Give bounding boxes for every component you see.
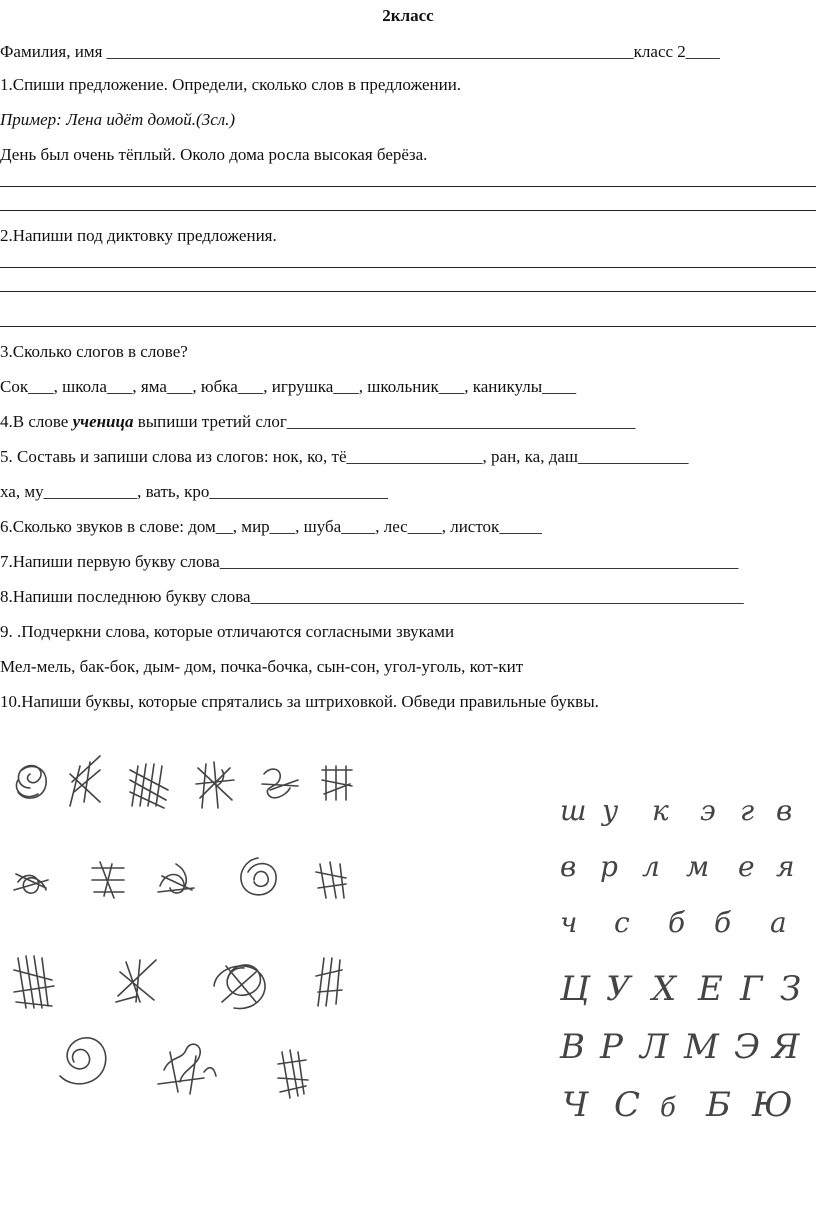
hatched-letter <box>262 769 298 798</box>
hatched-letter <box>14 874 48 893</box>
task9-pairs: Мел-мель, бак-бок, дым- дом, почка-бочка, сын-сон, угол-уголь, кот-кит <box>0 657 524 676</box>
cursive-letter: У <box>606 969 631 1009</box>
cursive-letter: б <box>668 906 686 939</box>
cursive-letter: Ц <box>560 969 590 1009</box>
cursive-letter: м <box>686 850 710 883</box>
cursive-letter: Р <box>600 1027 623 1067</box>
task5-line1: 5. Составь и запиши слова из слогов: нок, ко, тё________________, ран, ка, даш_____________ <box>0 447 689 466</box>
task1-example: Пример: Лена идёт домой.(3сл.) <box>0 110 236 129</box>
cursive-letter: л <box>642 850 660 883</box>
hatched-letter <box>92 862 124 898</box>
cursive-letter: Я <box>772 1027 800 1067</box>
hatched-letter <box>130 764 168 808</box>
cursive-letter: с <box>614 906 630 939</box>
cursive-letter: Л <box>640 1027 669 1067</box>
cursive-letter: С <box>614 1085 641 1125</box>
task3-words: Сок___, школа___, яма___, юбка___, игрушка___, школьник___, каникулы____ <box>0 377 577 396</box>
task5-line2: ха, му___________, вать, кро_____________________ <box>0 482 388 501</box>
cursive-letter: в <box>776 794 793 827</box>
task4-line <box>0 412 635 432</box>
class-label: класс 2____ <box>633 42 720 61</box>
cursive-letter: к <box>652 794 669 827</box>
cursive-letter: я <box>776 850 795 883</box>
hatched-letter <box>322 766 352 800</box>
answer-line <box>0 291 816 292</box>
hatched-letter <box>116 960 156 1002</box>
hatched-letter <box>241 858 276 895</box>
hatched-letter <box>158 864 194 893</box>
hatched-letter <box>14 956 54 1008</box>
cursive-letter: в <box>560 850 577 883</box>
task3-text: 3.Сколько слогов в слове? <box>0 342 188 361</box>
cursive-letter: э <box>700 794 716 827</box>
cursive-letter: Б <box>706 1085 731 1125</box>
cursive-letter: е <box>738 850 755 883</box>
hatched-letter <box>16 766 46 799</box>
task1-text: 1.Спиши предложение. Определи, сколько слов в предложении. <box>0 75 462 94</box>
name-line <box>0 42 720 62</box>
task8-text: 8.Напиши последнюю букву слова__________________________________________________________ <box>0 587 744 606</box>
task4-suffix: выпиши третий слог_________________________________________ <box>133 412 636 431</box>
cursive-letter: Е <box>698 969 723 1009</box>
name-blank: ______________________________________________________________ <box>106 42 634 61</box>
worksheet-title: 2класс <box>382 6 434 25</box>
cursive-letter: а <box>770 906 787 939</box>
answer-line <box>0 326 816 327</box>
task10-text: 10.Напиши буквы, которые спрятались за штриховкой. Обведи правильные буквы. <box>0 692 599 711</box>
cursive-letter: у <box>602 794 619 827</box>
cursive-letter: Х <box>652 969 677 1009</box>
name-label: Фамилия, имя <box>0 42 107 61</box>
cursive-letter: ш <box>560 794 587 827</box>
hatched-letter <box>196 762 234 808</box>
hatched-letter <box>214 965 265 1009</box>
cursive-letter: В <box>560 1027 585 1067</box>
answer-line <box>0 210 816 211</box>
hidden-letters-figure <box>0 740 816 1160</box>
task6-text: 6.Сколько звуков в слове: дом__, мир___, шуба____, лес____, листок_____ <box>0 517 542 536</box>
hatched-letter <box>316 958 342 1006</box>
task4-prefix: 4.В слове <box>0 412 73 431</box>
hatched-letter <box>60 1038 106 1084</box>
cursive-letter: ч <box>560 906 578 939</box>
hatched-letter <box>316 862 346 898</box>
hatched-letter <box>158 1044 216 1094</box>
cursive-letter: б <box>660 1093 676 1123</box>
task2-text: 2.Напиши под диктовку предложения. <box>0 226 277 245</box>
cursive-letter: М <box>684 1027 719 1067</box>
cursive-letter: Э <box>734 1027 761 1067</box>
cursive-letter: З <box>780 969 802 1009</box>
task9-text: 9. .Подчеркни слова, которые отличаются согласными звуками <box>0 622 455 641</box>
hatched-letter <box>70 756 100 806</box>
cursive-letter: р <box>600 850 618 883</box>
task1-sentence: День был очень тёплый. Около дома росла высокая берёза. <box>0 145 428 164</box>
answer-line <box>0 186 816 187</box>
cursive-letter: Ю <box>752 1085 793 1125</box>
answer-line <box>0 267 816 268</box>
task7-text: 7.Напиши первую букву слова_____________________________________________________________ <box>0 552 739 571</box>
task4-word: ученица <box>72 412 134 431</box>
cursive-letter: б <box>714 906 732 939</box>
cursive-letter: г <box>740 794 755 827</box>
cursive-letter: Г <box>740 969 763 1009</box>
cursive-letter: Ч <box>562 1085 589 1125</box>
hatched-letter <box>278 1050 308 1098</box>
